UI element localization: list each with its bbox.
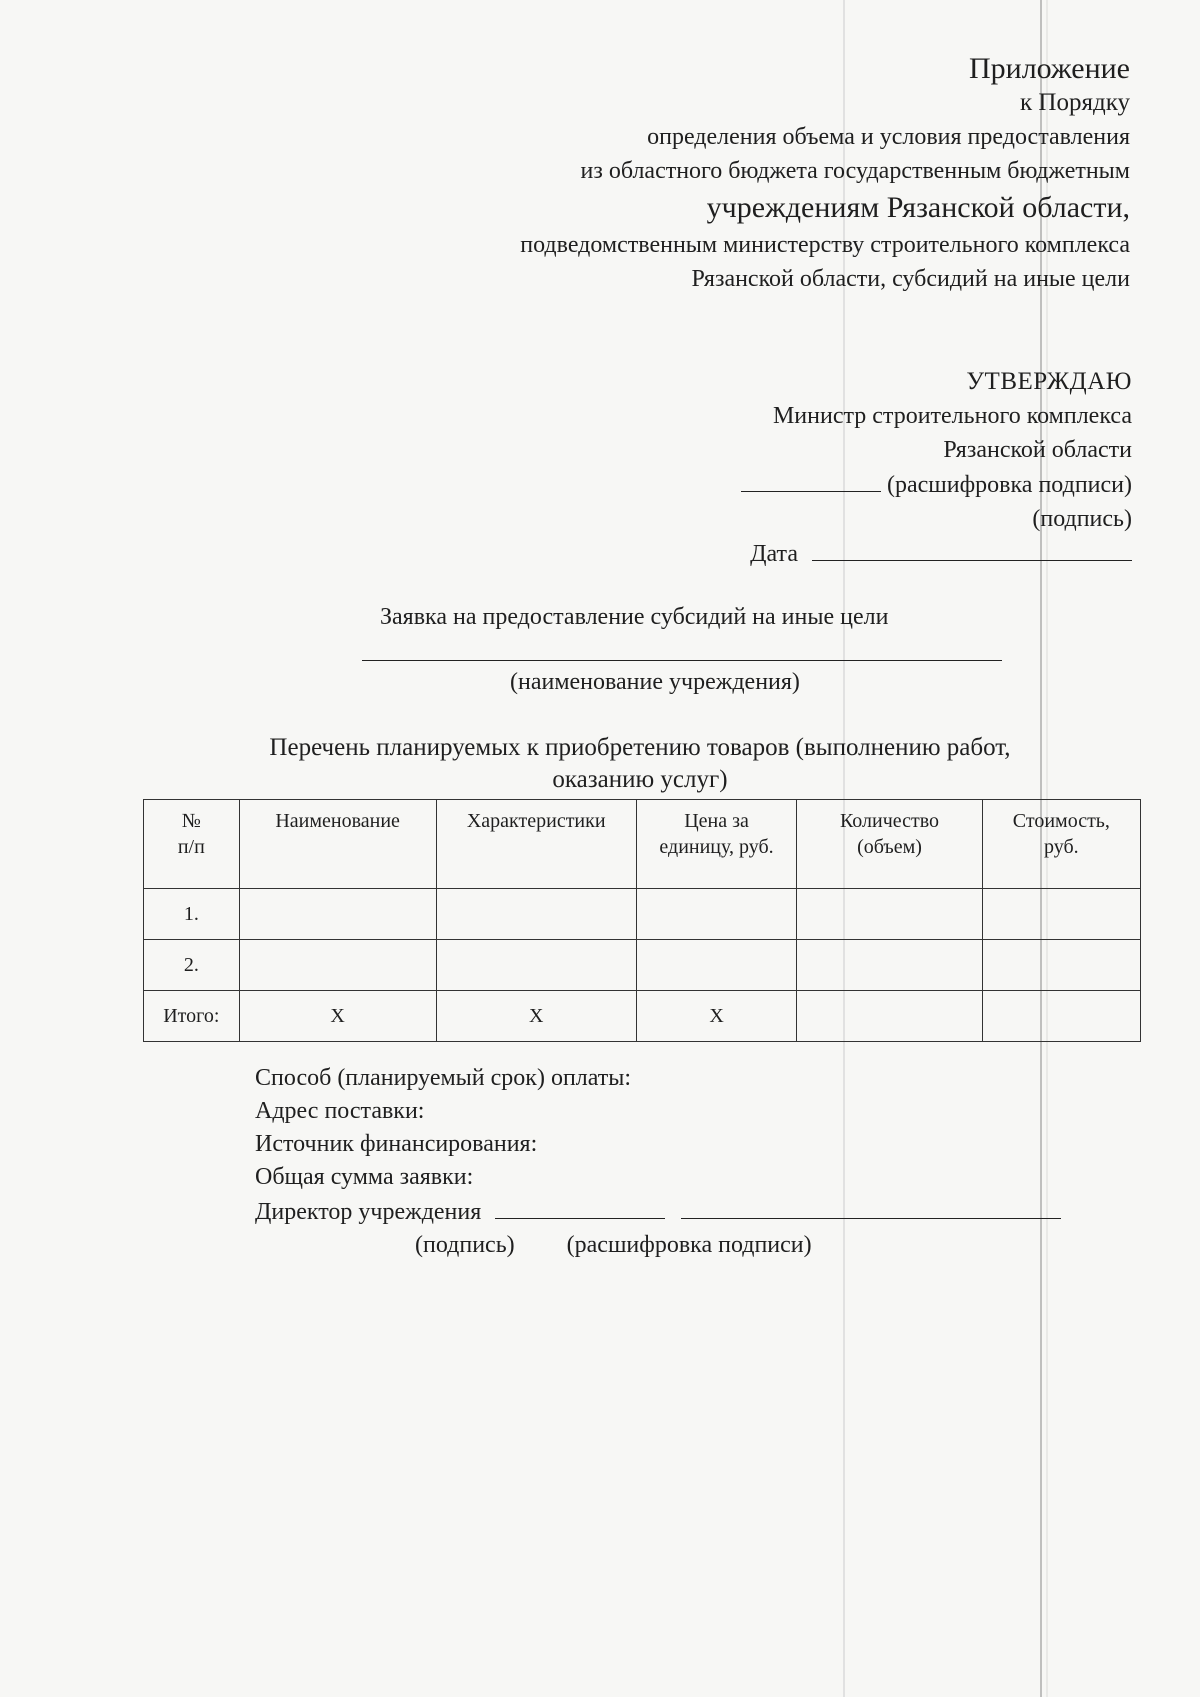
sign-decode-label: (расшифровка подписи) — [566, 1232, 812, 1258]
list-heading-line: оказанию услуг) — [552, 766, 728, 793]
header-cost — [982, 800, 1140, 889]
sign-label: (подпись) — [415, 1232, 515, 1258]
payment-label: Способ (планируемый срок) оплаты: — [255, 1065, 632, 1091]
table-cell[interactable] — [239, 940, 436, 991]
sum-label: Общая сумма заявки: — [255, 1164, 474, 1190]
header-text: Количество — [839, 810, 940, 832]
header-text: Характеристики — [466, 810, 606, 832]
items-table — [143, 799, 1141, 1042]
appendix-line: определения объема и условия предоставления — [647, 124, 1130, 150]
table-cell[interactable] — [636, 889, 796, 940]
header-num — [144, 800, 240, 889]
signature-decode-label: (расшифровка подписи) — [887, 472, 1132, 498]
header-text: Стоимость, — [1012, 810, 1110, 832]
table-cell[interactable] — [797, 940, 982, 991]
table-header-row — [144, 800, 1141, 889]
director-signature-blank[interactable] — [495, 1194, 665, 1219]
table-cell[interactable] — [436, 940, 636, 991]
address-label: Адрес поставки: — [255, 1098, 425, 1124]
table-cell[interactable] — [982, 991, 1140, 1042]
header-text: единицу, руб. — [659, 836, 774, 858]
director-sign-labels — [255, 1229, 1155, 1262]
header-text: № — [181, 810, 201, 832]
approval-block — [632, 365, 1132, 571]
director-decode-blank[interactable] — [681, 1194, 1061, 1219]
row-num: 1. — [144, 889, 240, 940]
table-cell[interactable] — [797, 991, 982, 1042]
signature-label: (подпись) — [1032, 506, 1132, 532]
source-label: Источник финансирования: — [255, 1131, 538, 1157]
table-cell[interactable] — [239, 889, 436, 940]
table-cell[interactable] — [636, 940, 796, 991]
total-cell: Х — [636, 991, 796, 1042]
approval-title: УТВЕРЖДАЮ — [966, 368, 1132, 395]
request-title: Заявка на предоставление субсидий на иные цели — [380, 604, 889, 630]
appendix-line: из областного бюджета государственным бюджетным — [580, 158, 1130, 184]
approval-date-line — [632, 536, 1132, 571]
approval-position: Министр строительного комплекса — [772, 403, 1132, 429]
approval-signature-line — [632, 467, 1132, 502]
header-text: руб. — [1044, 836, 1079, 858]
signature-blank[interactable] — [741, 467, 881, 492]
director-line — [255, 1194, 1155, 1229]
appendix-header — [370, 52, 1130, 296]
total-cell: Х — [239, 991, 436, 1042]
table-row — [144, 889, 1141, 940]
header-text: Цена за — [684, 810, 749, 832]
total-label: Итого: — [144, 991, 240, 1042]
header-text: Наименование — [275, 810, 400, 832]
approval-position: Рязанской области — [943, 437, 1132, 463]
table-cell[interactable] — [982, 889, 1140, 940]
appendix-line: учреждениям Рязанской области, — [706, 191, 1130, 224]
institution-label: (наименование учреждения) — [510, 669, 800, 695]
header-qty — [797, 800, 982, 889]
row-num: 2. — [144, 940, 240, 991]
list-heading-line: Перечень планируемых к приобретению товаров (выполнению работ, — [269, 734, 1011, 761]
header-price — [636, 800, 796, 889]
total-cell: Х — [436, 991, 636, 1042]
footer-block — [255, 1062, 1155, 1262]
date-blank[interactable] — [812, 536, 1132, 561]
table-total-row — [144, 991, 1141, 1042]
table-cell[interactable] — [982, 940, 1140, 991]
director-label: Директор учреждения — [255, 1199, 482, 1225]
appendix-line: Рязанской области, субсидий на иные цели — [691, 266, 1130, 292]
appendix-line: к Порядку — [1020, 89, 1130, 116]
header-text: (объем) — [857, 836, 922, 858]
table-cell[interactable] — [436, 889, 636, 940]
institution-blank[interactable] — [362, 660, 1002, 661]
appendix-line: подведомственным министерству строительного комплекса — [520, 232, 1130, 258]
list-heading — [140, 732, 1140, 796]
table-row — [144, 940, 1141, 991]
appendix-title: Приложение — [968, 52, 1130, 85]
header-specs — [436, 800, 636, 889]
table-cell[interactable] — [797, 889, 982, 940]
date-label: Дата — [750, 541, 798, 567]
header-name — [239, 800, 436, 889]
header-text: п/п — [177, 836, 205, 858]
